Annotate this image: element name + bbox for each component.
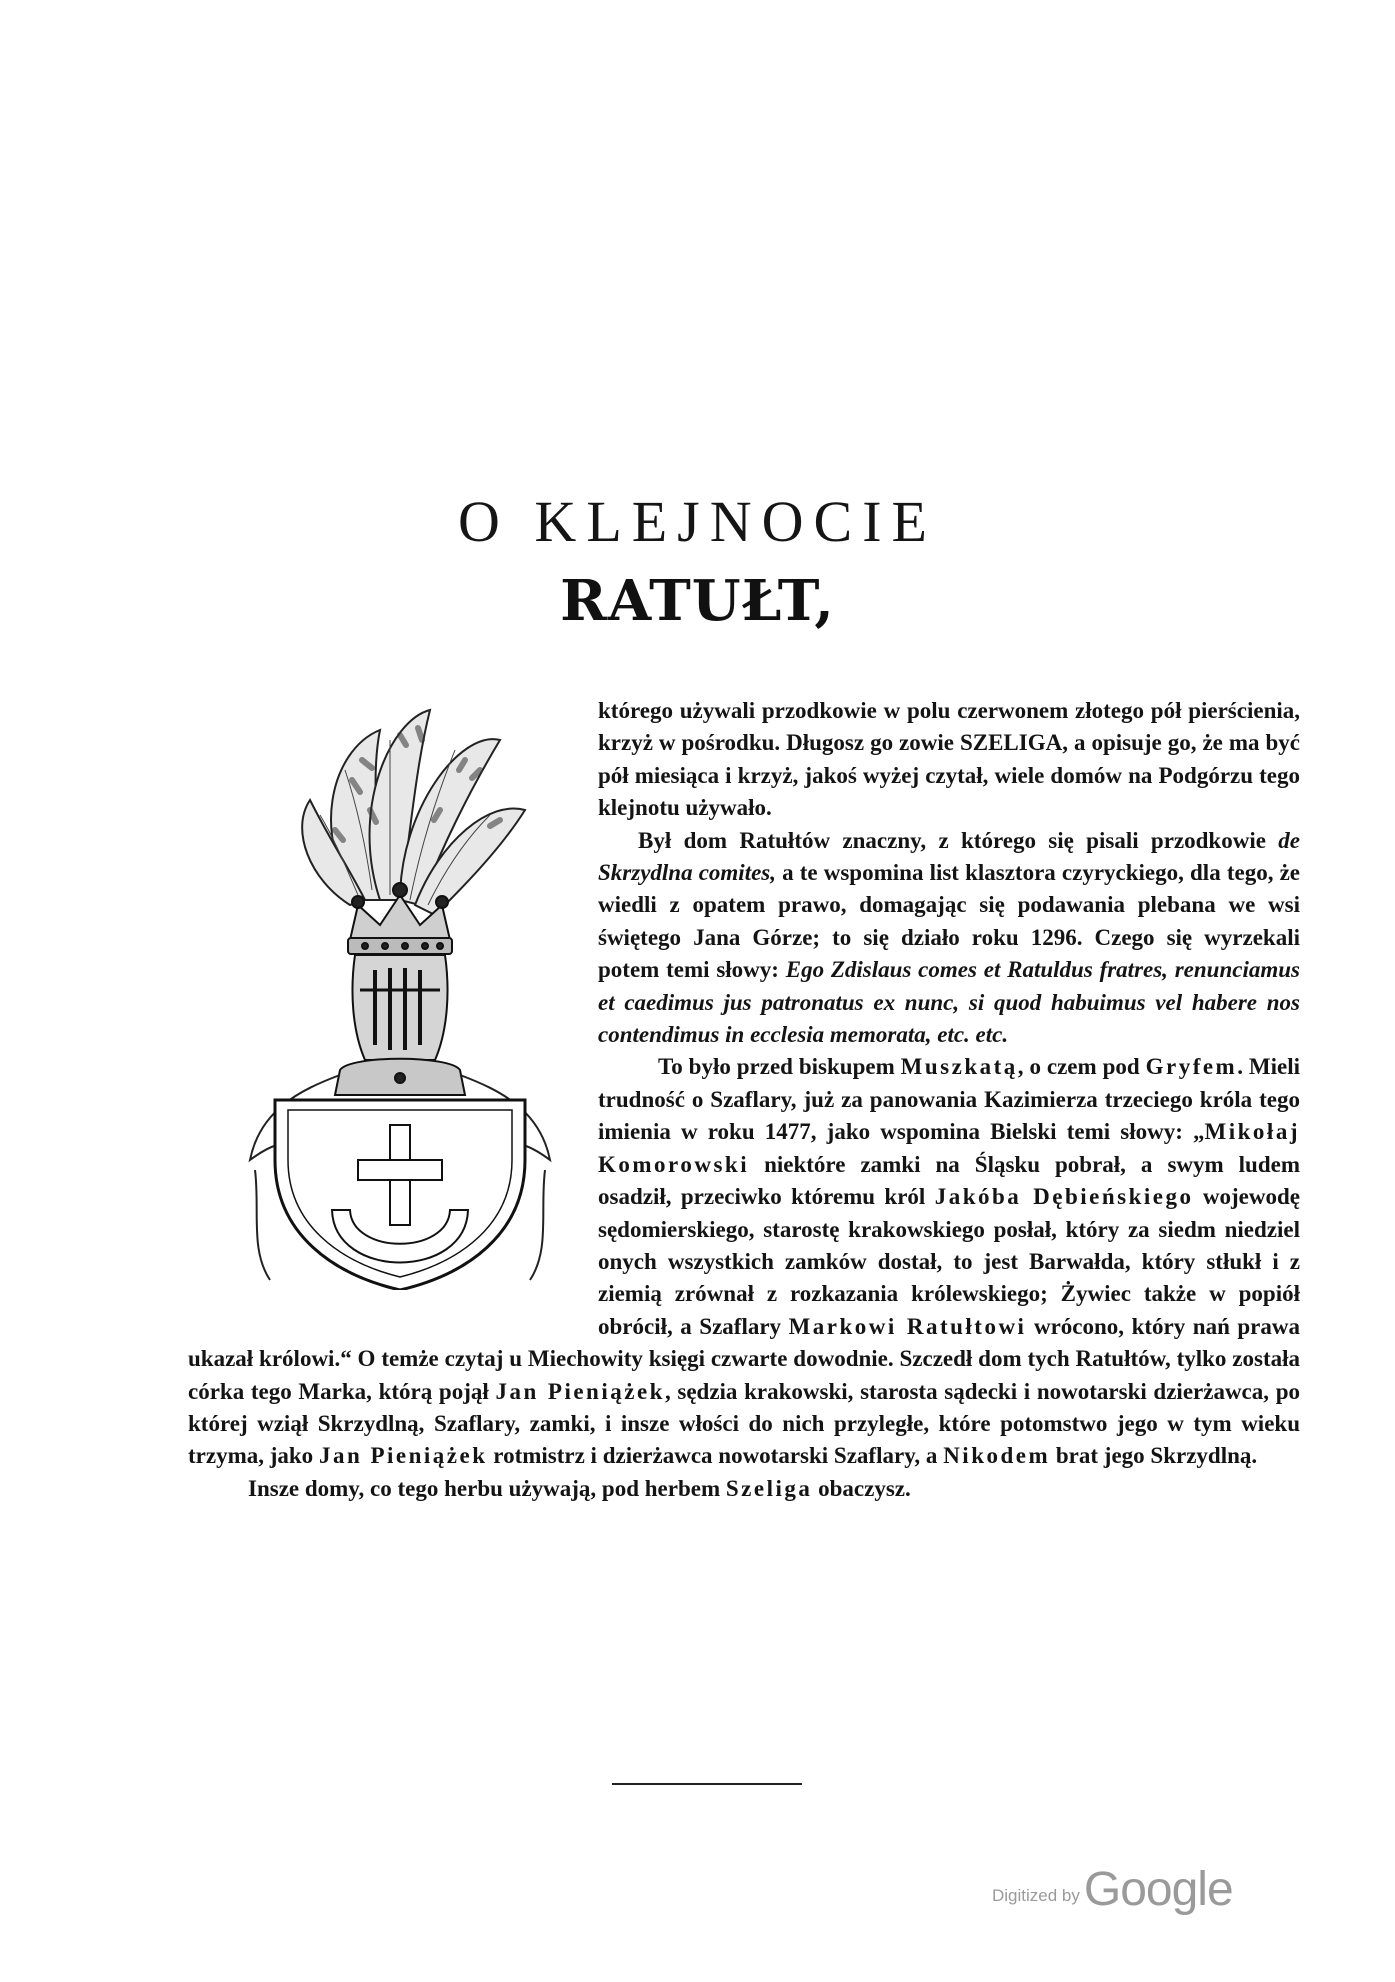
body-text	[188, 695, 1300, 1505]
p3-c: . Mieli trudność o Szaflary, już za panowania Kazimierza trzeciego króla tego imienia w roku 1477, jako wspomina Bielski temi słowy: „	[598, 1054, 1300, 1145]
p3-name-1: Muszkatą	[900, 1054, 1018, 1080]
p3-g: , sędzia krakowski, starosta sądecki i nowotarski dzierżawca, po której wziął Skrzydlną, Szaflary, zamki, i insze włości do nich przyległe, które potomstwo jego w tym wieku trzyma, jako	[188, 1378, 1300, 1469]
p3-name-6: Jan Pieniążek	[495, 1378, 665, 1404]
watermark-small-text: Digitized by	[992, 1886, 1080, 1905]
p3-name-3: Mikołaj Komorowski	[598, 1119, 1300, 1177]
p3-name-2: Gryfem	[1145, 1054, 1238, 1080]
p3-name-7: Jan Pieniążek	[318, 1443, 488, 1469]
p3-e: wojewodę sędomierskiego, starostę krakowskiego posłał, który za siedm niedziel onych wszystkich zamków dostał, to jest Barwałda, który stłukł i z ziemią zrównał z rozkazania królewskiego; Żywiec także w popiół obrócił, a Szaflary	[598, 1184, 1300, 1339]
p4-b: obaczysz.	[812, 1475, 911, 1501]
closing-rule	[612, 1783, 802, 1785]
paragraph-2-text-a: Był dom Ratułtów znaczny, z którego się pisali przodkowie	[638, 827, 1279, 853]
illustration-spacer	[188, 695, 598, 1319]
digitized-watermark	[992, 1862, 1233, 1917]
watermark-logo-text: Google	[1083, 1863, 1233, 1916]
p3-name-8: Nikodem	[943, 1443, 1051, 1469]
p3-i: brat jego Skrzydlną.	[1050, 1443, 1258, 1469]
p3-name-4: Jakóba Dębieńskiego	[934, 1184, 1194, 1210]
latin-phrase-1: de Skrzydlna comites,	[598, 827, 1300, 886]
p4-a: Insze domy, co tego herbu używają, pod herbem	[248, 1475, 726, 1501]
p3-d: niektóre zamki na Śląsku pobrał, a swym ludem osadził, przeciwko któremu król	[598, 1151, 1300, 1210]
page-title: O KLEJNOCIE	[458, 489, 937, 554]
latin-quote: Ego Zdislaus comes et Ratuldus fratres, renunciamus et caedimus jus patronatus ex nunc, si quod habuimus vel habere nos contendimus in ecclesia memorata, etc. etc.	[598, 957, 1300, 1048]
paragraph-4	[188, 1473, 1300, 1505]
paragraph-1-text: którego używali przodkowie w polu czerwonem złotego pół pierścienia, krzyż w pośrodku. Długosz go zowie SZELIGA, a opisuje go, że ma być pół miesiąca i krzyż, jakoś wyżej czytał, wiele domów na Podgórzu tego klejnotu używało.	[598, 698, 1300, 821]
p3-name-5: Markowi Ratułtowi	[788, 1313, 1027, 1339]
p3-f: wrócono, który nań prawa ukazał królowi.“ O temże czytaj u Miechowity księgi czwarte dowodnie. Szczedł dom tych Ratułtów, tylko została córka tego Marka, którą pojął	[188, 1313, 1300, 1404]
p3-b: , o czem pod	[1017, 1054, 1146, 1080]
p3-h: rotmistrz i dzierżawca nowotarski Szaflary, a	[487, 1443, 944, 1469]
paragraph-2-text-b: a te wspomina list klasztora czyryckiego, dla tego, że wiedli z opatem prawo, domagając się podawania plebana we wsi świętego Jana Górze; to się działo roku 1296. Czego się wyrzekali potem temi słowy:	[598, 860, 1300, 983]
page-subtitle: RATUŁT,	[560, 568, 835, 634]
p4-name: Szeliga	[725, 1475, 813, 1501]
p3-a: To było przed biskupem	[658, 1054, 901, 1080]
